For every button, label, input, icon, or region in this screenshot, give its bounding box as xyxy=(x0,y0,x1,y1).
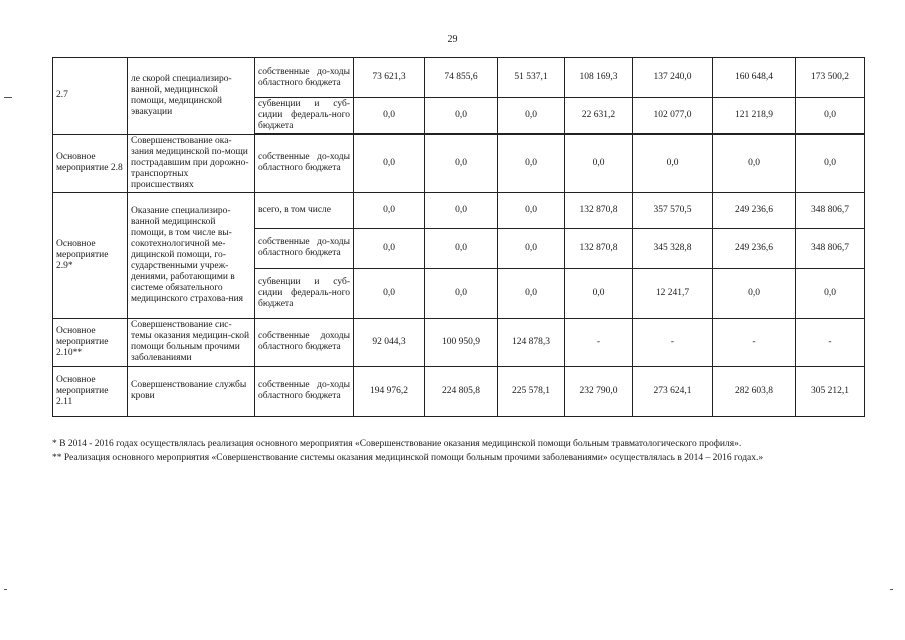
page-number: 29 xyxy=(447,34,458,45)
funding-source-cell: субвенции и суб-сидии федераль-ного бюджета xyxy=(255,98,354,135)
amount-cell: - xyxy=(565,318,633,366)
amount-cell: - xyxy=(796,318,865,366)
amount-cell: 0,0 xyxy=(425,192,498,228)
amount-cell: 273 624,1 xyxy=(633,366,713,416)
amount-cell: 348 806,7 xyxy=(796,192,865,228)
margin-mark xyxy=(4,589,7,590)
amount-cell: 100 950,9 xyxy=(425,318,498,366)
amount-cell: 0,0 xyxy=(498,228,565,268)
amount-cell: 0,0 xyxy=(713,268,796,318)
margin-mark xyxy=(890,589,893,590)
amount-cell: 0,0 xyxy=(796,268,865,318)
activity-code-cell: Основное мероприятие 2.11 xyxy=(53,366,128,416)
amount-cell: 224 805,8 xyxy=(425,366,498,416)
activity-name-cell: Совершенствование ока-зания медицинской по-мощи пострадавшим при дорожно-транспортных происшествиях xyxy=(128,134,255,192)
budget-table-body xyxy=(53,58,865,417)
amount-cell: 0,0 xyxy=(354,228,425,268)
amount-cell: 225 578,1 xyxy=(498,366,565,416)
amount-cell: 249 236,6 xyxy=(713,192,796,228)
funding-source-cell: собственные до-ходы областного бюджета xyxy=(255,228,354,268)
footnote: ** Реализация основного мероприятия «Совершенствование системы оказания медицинской помощи больным прочими заболеваниями» осуществлялась в 2014 – 2016 годах.» xyxy=(52,453,764,463)
amount-cell: 0,0 xyxy=(354,134,425,192)
activity-name-cell: Совершенствование службы крови xyxy=(128,366,255,416)
amount-cell: 0,0 xyxy=(565,268,633,318)
amount-cell: 0,0 xyxy=(425,98,498,135)
amount-cell: 232 790,0 xyxy=(565,366,633,416)
budget-table xyxy=(52,57,865,417)
amount-cell: 0,0 xyxy=(354,268,425,318)
activity-name-cell: ле скорой специализиро-ванной, медицинской помощи, медицинской эвакуации xyxy=(128,58,255,135)
amount-cell: 92 044,3 xyxy=(354,318,425,366)
footnotes xyxy=(52,437,864,465)
amount-cell: - xyxy=(633,318,713,366)
funding-source-cell: собственные до-ходы областного бюджета xyxy=(255,366,354,416)
amount-cell: 0,0 xyxy=(565,134,633,192)
table-row xyxy=(53,134,865,192)
amount-cell: 0,0 xyxy=(633,134,713,192)
amount-cell: 137 240,0 xyxy=(633,58,713,98)
amount-cell: 73 621,3 xyxy=(354,58,425,98)
amount-cell: 0,0 xyxy=(354,192,425,228)
amount-cell: 102 077,0 xyxy=(633,98,713,135)
activity-code-cell: 2.7 xyxy=(53,58,128,135)
amount-cell: 0,0 xyxy=(713,134,796,192)
activity-name-cell: Совершенствование сис-темы оказания медицин-ской помощи больным прочими заболеваниями xyxy=(128,318,255,366)
activity-code-cell: Основное мероприятие 2.10** xyxy=(53,318,128,366)
funding-source-cell: всего, в том числе xyxy=(255,192,354,228)
amount-cell: 0,0 xyxy=(425,268,498,318)
margin-mark xyxy=(4,97,12,98)
amount-cell: 345 328,8 xyxy=(633,228,713,268)
amount-cell: 194 976,2 xyxy=(354,366,425,416)
amount-cell: 173 500,2 xyxy=(796,58,865,98)
activity-name-cell: Оказание специализиро-ванной медицинской помощи, в том числе вы-сокотехнологичной ме-дицинской помощи, го-сударственными учреж-дениями, работающими в системе обязательного медицинского страхова-ния xyxy=(128,192,255,318)
amount-cell: 357 570,5 xyxy=(633,192,713,228)
funding-source-cell: субвенции и суб-сидии федераль-ного бюджета xyxy=(255,268,354,318)
amount-cell: 0,0 xyxy=(498,134,565,192)
amount-cell: 0,0 xyxy=(796,98,865,135)
table-row xyxy=(53,58,865,98)
amount-cell: - xyxy=(713,318,796,366)
activity-code-cell: Основное мероприятие 2.9* xyxy=(53,192,128,318)
amount-cell: 108 169,3 xyxy=(565,58,633,98)
footnote: * В 2014 - 2016 годах осуществлялась реализация основного мероприятия «Совершенствование оказания медицинской помощи больным травматологического профиля». xyxy=(52,439,742,449)
table-row xyxy=(53,192,865,228)
amount-cell: 0,0 xyxy=(498,268,565,318)
amount-cell: 0,0 xyxy=(425,228,498,268)
activity-code-cell: Основное мероприятие 2.8 xyxy=(53,134,128,192)
amount-cell: 74 855,6 xyxy=(425,58,498,98)
amount-cell: 160 648,4 xyxy=(713,58,796,98)
amount-cell: 305 212,1 xyxy=(796,366,865,416)
amount-cell: 132 870,8 xyxy=(565,192,633,228)
table-row xyxy=(53,366,865,416)
amount-cell: 249 236,6 xyxy=(713,228,796,268)
funding-source-cell: собственные до-ходы областного бюджета xyxy=(255,58,354,98)
amount-cell: 22 631,2 xyxy=(565,98,633,135)
amount-cell: 124 878,3 xyxy=(498,318,565,366)
amount-cell: 132 870,8 xyxy=(565,228,633,268)
amount-cell: 121 218,9 xyxy=(713,98,796,135)
funding-source-cell: собственные до-ходы областного бюджета xyxy=(255,134,354,192)
amount-cell: 0,0 xyxy=(354,98,425,135)
amount-cell: 0,0 xyxy=(498,192,565,228)
amount-cell: 51 537,1 xyxy=(498,58,565,98)
amount-cell: 0,0 xyxy=(498,98,565,135)
amount-cell: 0,0 xyxy=(425,134,498,192)
amount-cell: 12 241,7 xyxy=(633,268,713,318)
funding-source-cell: собственные доходы областного бюджета xyxy=(255,318,354,366)
table-row xyxy=(53,318,865,366)
amount-cell: 282 603,8 xyxy=(713,366,796,416)
amount-cell: 348 806,7 xyxy=(796,228,865,268)
amount-cell: 0,0 xyxy=(796,134,865,192)
